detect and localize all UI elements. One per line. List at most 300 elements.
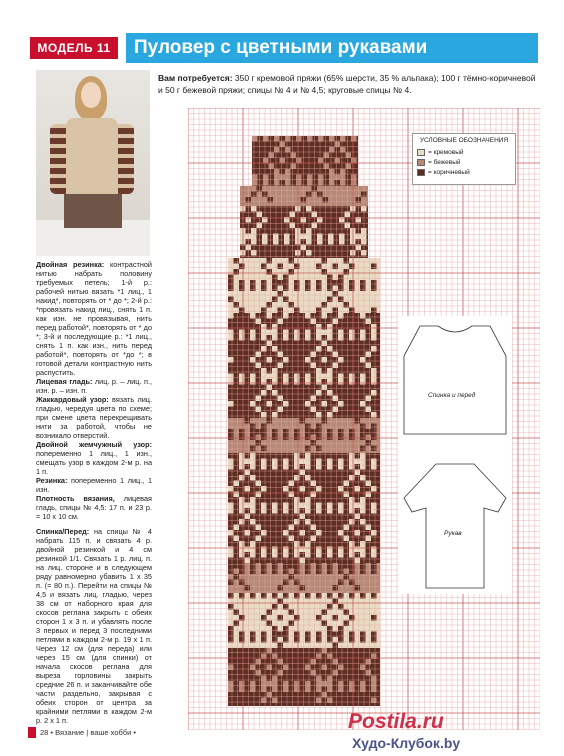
- chart-stitch: [278, 396, 284, 402]
- chart-stitch: [294, 286, 300, 292]
- chart-stitch: [250, 330, 256, 336]
- chart-stitch: [294, 453, 300, 459]
- chart-stitch: [322, 418, 328, 424]
- chart-stitch: [318, 175, 324, 181]
- chart-stitch: [228, 374, 234, 380]
- chart-stitch: [261, 547, 267, 553]
- chart-stitch: [351, 180, 357, 186]
- instruction-body: на спицы № 4 набрать 115 п. и связать 4 р. двойной резинкой и 4 см резинкой 1/1. Связать 1 р. лиц. п. на лиц. стороне и в следующем ряду равномерно убавить 1 х 35 п. (= 80 п.). Перейти на спицы № 4,5 и вязать лиц. гладью, через 38 см от наборного края для скосов реглана закрыть с обеих сторон 1 х 3 п. и убавлять после 3 первых и перед 3 последними петлями в каждом 2-м р. 19 х 1 п. Через 12 см (для переда) или через 15 см (для спинки) от начала скосов реглана для выреза горловины закрыть средние 26 п. и заканчивайте обе части раздельно, закрывая с обеих сторон от центра за крайними петлями в каждом 2-м р. 2 х 1 п.: [36, 527, 152, 725]
- chart-stitch: [360, 563, 366, 569]
- chart-stitch: [338, 275, 344, 281]
- chart-stitch: [371, 459, 377, 465]
- chart-stitch: [239, 497, 245, 503]
- chart-stitch: [239, 286, 245, 292]
- chart-stitch: [316, 379, 322, 385]
- chart-stitch: [294, 330, 300, 336]
- schematic-drawing: [398, 316, 512, 594]
- chart-stitch: [366, 319, 372, 325]
- chart-stitch: [311, 429, 317, 435]
- instruction-heading: Спинка/Перед:: [36, 527, 90, 536]
- chart-stitch: [338, 486, 344, 492]
- chart-stitch: [239, 503, 245, 509]
- chart-stitch: [291, 153, 297, 159]
- chart-stitch: [349, 264, 355, 270]
- chart-stitch: [371, 435, 377, 441]
- legend-label-beige: = бежевый: [428, 158, 461, 166]
- chart-stitch: [283, 530, 289, 536]
- chart-stitch: [322, 269, 328, 275]
- chart-stitch: [250, 563, 256, 569]
- chart-stitch: [344, 302, 350, 308]
- chart-stitch: [228, 530, 234, 536]
- chart-stitch: [360, 547, 366, 553]
- chart-stitch: [338, 297, 344, 303]
- chart-stitch: [294, 374, 300, 380]
- chart-stitch: [371, 374, 377, 380]
- chart-stitch: [333, 585, 339, 591]
- chart-stitch: [300, 530, 306, 536]
- chart-stitch: [269, 164, 275, 170]
- chart-stitch: [278, 585, 284, 591]
- chart-stitch: [349, 563, 355, 569]
- model-badge: МОДЕЛЬ 11: [30, 37, 118, 59]
- chart-stitch: [327, 508, 333, 514]
- chart-stitch: [261, 390, 267, 396]
- chart-stitch: [316, 335, 322, 341]
- chart-stitch: [234, 269, 240, 275]
- chart-stitch: [371, 368, 377, 374]
- chart-stitch: [239, 508, 245, 514]
- chart-stitch: [239, 429, 245, 435]
- chart-stitch: [228, 547, 234, 553]
- chart-stitch: [360, 379, 366, 385]
- chart-stitch: [366, 429, 372, 435]
- chart-stitch: [355, 459, 361, 465]
- chart-stitch: [316, 429, 322, 435]
- chart-stitch: [261, 552, 267, 558]
- chart-stitch: [340, 180, 346, 186]
- chart-stitch: [360, 569, 366, 575]
- chart-stitch: [333, 291, 339, 297]
- chart-stitch: [267, 385, 273, 391]
- chart-stitch: [239, 264, 245, 270]
- instruction-paragraph: [36, 476, 152, 494]
- chart-stitch: [305, 357, 311, 363]
- instruction-body: попеременно 1 лиц., 1 изн.: [36, 476, 152, 494]
- legend-label-brown: = коричневый: [428, 168, 470, 176]
- chart-stitch: [316, 547, 322, 553]
- chart-stitch: [300, 547, 306, 553]
- chart-stitch: [349, 435, 355, 441]
- chart-stitch: [239, 519, 245, 525]
- chart-stitch: [239, 330, 245, 336]
- chart-stitch: [327, 503, 333, 509]
- chart-stitch: [294, 547, 300, 553]
- chart-stitch: [338, 335, 344, 341]
- chart-stitch: [327, 464, 333, 470]
- chart-stitch: [272, 547, 278, 553]
- chart-stitch: [355, 558, 361, 564]
- chart-stitch: [256, 352, 262, 358]
- chart-stitch: [283, 508, 289, 514]
- chart-stitch: [239, 563, 245, 569]
- chart-stitch: [327, 569, 333, 575]
- chart-stitch: [355, 547, 361, 553]
- chart-stitch: [239, 374, 245, 380]
- chart-stitch: [371, 335, 377, 341]
- chart-stitch: [283, 286, 289, 292]
- chart-stitch: [228, 379, 234, 385]
- chart-stitch: [327, 374, 333, 380]
- chart-stitch: [261, 412, 267, 418]
- chart-stitch: [371, 547, 377, 553]
- instruction-paragraph: [36, 494, 152, 521]
- chart-stitch: [278, 352, 284, 358]
- chart-stitch: [250, 475, 256, 481]
- chart-stitch: [261, 569, 267, 575]
- chart-stitch: [289, 536, 295, 542]
- chart-stitch: [283, 580, 289, 586]
- chart-stitch: [316, 464, 322, 470]
- chart-stitch: [283, 435, 289, 441]
- chart-stitch: [228, 297, 234, 303]
- chart-stitch: [239, 379, 245, 385]
- chart-stitch: [261, 308, 267, 314]
- chart-stitch: [305, 547, 311, 553]
- chart-stitch: [250, 379, 256, 385]
- chart-stitch: [329, 175, 335, 181]
- chart-stitch: [228, 486, 234, 492]
- chart-stitch: [261, 379, 267, 385]
- chart-stitch: [228, 401, 234, 407]
- chart-stitch: [366, 363, 372, 369]
- chart-stitch: [344, 258, 350, 264]
- chart-stitch: [272, 275, 278, 281]
- chart-stitch: [333, 363, 339, 369]
- chart-stitch: [349, 286, 355, 292]
- chart-stitch: [316, 552, 322, 558]
- legend-item-cream: [417, 147, 511, 157]
- chart-stitch: [289, 563, 295, 569]
- legend-swatch-brown: [417, 169, 425, 176]
- chart-stitch: [294, 464, 300, 470]
- chart-stitch: [316, 569, 322, 575]
- model-photo: [36, 70, 150, 256]
- materials-label: Вам потребуется:: [158, 73, 233, 83]
- chart-stitch: [245, 470, 251, 476]
- chart-stitch: [256, 363, 262, 369]
- chart-stitch: [316, 374, 322, 380]
- chart-stitch: [371, 429, 377, 435]
- chart-stitch: [327, 346, 333, 352]
- chart-stitch: [250, 569, 256, 575]
- chart-stitch: [300, 418, 306, 424]
- chart-stitch: [261, 486, 267, 492]
- chart-stitch: [340, 136, 346, 142]
- chart-stitch: [272, 368, 278, 374]
- chart-stitch: [250, 503, 256, 509]
- sleeve-outline: [404, 464, 506, 588]
- chart-stitch: [366, 525, 372, 531]
- chart-stitch: [280, 142, 286, 148]
- chart-stitch: [371, 486, 377, 492]
- chart-stitch: [256, 525, 262, 531]
- chart-band: [228, 648, 380, 706]
- chart-stitch: [294, 563, 300, 569]
- chart-stitch: [305, 429, 311, 435]
- chart-stitch: [250, 429, 256, 435]
- chart-stitch: [250, 547, 256, 553]
- chart-stitch: [322, 374, 328, 380]
- chart-stitch: [316, 412, 322, 418]
- chart-stitch: [327, 286, 333, 292]
- chart-stitch: [267, 269, 273, 275]
- chart-stitch: [261, 435, 267, 441]
- chart-stitch: [338, 280, 344, 286]
- chart-stitch: [338, 580, 344, 586]
- pattern-schematic: [398, 316, 512, 594]
- chart-stitch: [261, 280, 267, 286]
- chart-stitch: [316, 486, 322, 492]
- legend-title: УСЛОВНЫЕ ОБОЗНАЧЕНИЯ: [419, 137, 509, 144]
- chart-stitch: [269, 153, 275, 159]
- chart-stitch: [305, 508, 311, 514]
- instruction-body: контрастной нитью набрать половину требуемых петель; 1-й р.: рабочей нитью вязать *1 лиц., 1 накид*, повторять от * до *; 2-й р.: *провязать накид лиц., снять 1 п. как изн. не провязывая, нить перед работой*, повторять от * до *; 3-й и последующие р.: *1 лиц., снять 1 п. как изн., нить перед работой*, повторять от *до *; в готовой детали контрастную нить распустить.: [36, 260, 152, 377]
- chart-stitch: [250, 280, 256, 286]
- chart-stitch: [360, 401, 366, 407]
- chart-stitch: [360, 503, 366, 509]
- chart-stitch: [305, 335, 311, 341]
- chart-stitch: [267, 401, 273, 407]
- chart-stitch: [256, 481, 262, 487]
- chart-stitch: [344, 525, 350, 531]
- chart-stitch: [305, 435, 311, 441]
- chart-stitch: [261, 286, 267, 292]
- chart-stitch: [267, 418, 273, 424]
- chart-stitch: [311, 492, 317, 498]
- chart-stitch: [291, 164, 297, 170]
- chart-stitch: [228, 459, 234, 465]
- chart-stitch: [267, 374, 273, 380]
- chart-stitch: [283, 280, 289, 286]
- chart-stitch: [316, 346, 322, 352]
- chart-stitch: [305, 541, 311, 547]
- chart-stitch: [355, 514, 361, 520]
- chart-stitch: [311, 440, 317, 446]
- chart-stitch: [267, 302, 273, 308]
- chart-stitch: [285, 147, 291, 153]
- chart-stitch: [285, 180, 291, 186]
- chart-stitch: [283, 313, 289, 319]
- chart-stitch: [311, 536, 317, 542]
- chart-stitch: [360, 508, 366, 514]
- instruction-heading: Жаккардовый узор:: [36, 395, 109, 404]
- chart-stitch: [322, 302, 328, 308]
- chart-stitch: [355, 470, 361, 476]
- chart-stitch: [316, 503, 322, 509]
- chart-stitch: [294, 519, 300, 525]
- chart-stitch: [366, 536, 372, 542]
- chart-stitch: [294, 459, 300, 465]
- chart-stitch: [250, 374, 256, 380]
- chart-stitch: [349, 519, 355, 525]
- chart-stitch: [355, 486, 361, 492]
- chart-stitch: [340, 147, 346, 153]
- chart-stitch: [371, 424, 377, 430]
- chart-stitch: [245, 547, 251, 553]
- legend-label-cream: = кремовый: [428, 148, 464, 156]
- chart-stitch: [322, 341, 328, 347]
- chart-stitch: [366, 407, 372, 413]
- chart-stitch: [305, 330, 311, 336]
- chart-stitch: [366, 492, 372, 498]
- chart-stitch: [360, 459, 366, 465]
- chart-stitch: [344, 269, 350, 275]
- chart-stitch: [228, 275, 234, 281]
- chart-stitch: [250, 313, 256, 319]
- chart-stitch: [300, 503, 306, 509]
- chart-stitch: [360, 429, 366, 435]
- chart-stitch: [283, 464, 289, 470]
- chart-stitch: [289, 492, 295, 498]
- instruction-heading: Плотность вязания,: [36, 494, 115, 503]
- chart-stitch: [245, 530, 251, 536]
- chart-stitch: [250, 508, 256, 514]
- chart-stitch: [283, 547, 289, 553]
- chart-stitch: [294, 541, 300, 547]
- chart-stitch: [300, 585, 306, 591]
- chart-stitch: [371, 412, 377, 418]
- instruction-paragraph: [36, 260, 152, 377]
- chart-stitch: [316, 530, 322, 536]
- chart-stitch: [360, 497, 366, 503]
- chart-stitch: [250, 424, 256, 430]
- chart-stitch: [228, 563, 234, 569]
- chart-stitch: [349, 508, 355, 514]
- chart-stitch: [351, 175, 357, 181]
- chart-stitch: [245, 418, 251, 424]
- chart-stitch: [250, 435, 256, 441]
- chart-stitch: [355, 503, 361, 509]
- chart-stitch: [300, 558, 306, 564]
- chart-stitch: [274, 136, 280, 142]
- chart-stitch: [283, 374, 289, 380]
- chart-stitch: [261, 324, 267, 330]
- chart-stitch: [338, 379, 344, 385]
- chart-stitch: [274, 180, 280, 186]
- chart-stitch: [327, 435, 333, 441]
- chart-stitch: [335, 142, 341, 148]
- chart-stitch: [278, 264, 284, 270]
- chart-stitch: [250, 335, 256, 341]
- chart-stitch: [245, 459, 251, 465]
- chart-stitch: [327, 379, 333, 385]
- chart-stitch: [234, 574, 240, 580]
- chart-stitch: [346, 153, 352, 159]
- chart-stitch: [329, 147, 335, 153]
- chart-stitch: [285, 136, 291, 142]
- chart-stitch: [327, 275, 333, 281]
- chart-stitch: [360, 435, 366, 441]
- chart-stitch: [250, 401, 256, 407]
- chart-stitch: [256, 319, 262, 325]
- chart-stitch: [250, 497, 256, 503]
- chart-stitch: [316, 390, 322, 396]
- chart-stitch: [371, 464, 377, 470]
- chart-stitch: [261, 374, 267, 380]
- watermark-club: Худо-Клубок.by: [352, 735, 461, 751]
- chart-stitch: [360, 519, 366, 525]
- chart-stitch: [371, 379, 377, 385]
- chart-stitch: [239, 459, 245, 465]
- chart-stitch: [228, 429, 234, 435]
- chart-stitch: [272, 297, 278, 303]
- chart-stitch: [305, 374, 311, 380]
- chart-stitch: [272, 412, 278, 418]
- chart-stitch: [234, 536, 240, 542]
- chart-stitch: [267, 313, 273, 319]
- chart-stitch: [360, 335, 366, 341]
- chart-stitch: [250, 453, 256, 459]
- chart-stitch: [349, 280, 355, 286]
- chart-stitch: [305, 379, 311, 385]
- chart-stitch: [283, 379, 289, 385]
- chart-stitch: [272, 435, 278, 441]
- chart-stitch: [278, 407, 284, 413]
- chart-stitch: [294, 335, 300, 341]
- chart-stitch: [261, 503, 267, 509]
- chart-stitch: [256, 440, 262, 446]
- chart-stitch: [272, 459, 278, 465]
- chart-stitch: [333, 280, 339, 286]
- photo-skirt: [64, 194, 122, 228]
- chart-stitch: [307, 175, 313, 181]
- chart-stitch: [349, 503, 355, 509]
- chart-stitch: [333, 308, 339, 314]
- chart-stitch: [289, 269, 295, 275]
- body-outline: [404, 326, 506, 434]
- chart-stitch: [316, 424, 322, 430]
- chart-stitch: [250, 541, 256, 547]
- chart-stitch: [338, 286, 344, 292]
- chart-stitch: [327, 459, 333, 465]
- chart-stitch: [228, 464, 234, 470]
- chart-stitch: [278, 280, 284, 286]
- chart-stitch: [285, 175, 291, 181]
- chart-stitch: [300, 486, 306, 492]
- chart-stitch: [349, 335, 355, 341]
- chart-stitch: [261, 459, 267, 465]
- page-footer: [28, 727, 136, 738]
- chart-stitch: [327, 297, 333, 303]
- chart-stitch: [338, 508, 344, 514]
- chart-stitch: [278, 308, 284, 314]
- chart-stitch: [333, 352, 339, 358]
- chart-stitch: [366, 440, 372, 446]
- chart-stitch: [329, 169, 335, 175]
- instruction-body: лиц. р. – лиц. п., изн. р. – изн. п.: [36, 377, 152, 395]
- chart-stitch: [311, 481, 317, 487]
- chart-stitch: [261, 563, 267, 569]
- chart-stitch: [327, 330, 333, 336]
- legend-swatch-cream: [417, 149, 425, 156]
- chart-stitch: [371, 390, 377, 396]
- chart-stitch: [338, 503, 344, 509]
- chart-stitch: [371, 563, 377, 569]
- chart-stitch: [335, 175, 341, 181]
- chart-stitch: [250, 286, 256, 292]
- chart-stitch: [360, 446, 366, 452]
